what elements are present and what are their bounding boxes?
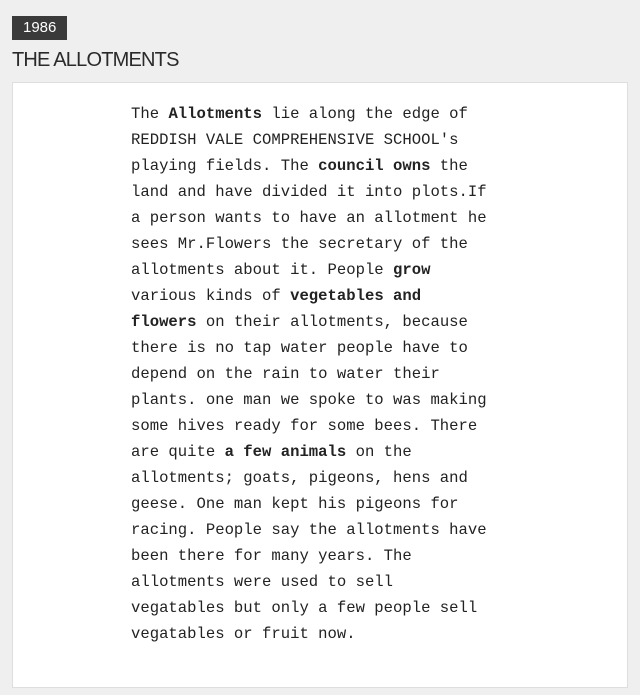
- text-segment: geese. One man kept his pigeons for: [131, 495, 459, 513]
- text-segment: there is no tap water people have to: [131, 339, 468, 357]
- text-segment: allotments; goats, pigeons, hens and: [131, 469, 468, 487]
- text-segment: plants. one man we spoke to was making: [131, 391, 487, 409]
- article-line: [131, 621, 531, 647]
- article-line: [131, 257, 531, 283]
- article-line: [131, 153, 531, 179]
- text-segment: been there for many years. The: [131, 547, 412, 565]
- text-segment: vegatables or fruit now.: [131, 625, 356, 643]
- article-body: [131, 101, 531, 647]
- article-line: [131, 517, 531, 543]
- text-segment: REDDISH VALE COMPREHENSIVE SCHOOL's: [131, 131, 459, 149]
- article-line: [131, 205, 531, 231]
- text-segment: allotments were used to sell: [131, 573, 394, 591]
- article-line: [131, 127, 531, 153]
- article-line: [131, 309, 531, 335]
- year-badge: 1986: [12, 16, 67, 40]
- text-segment: are quite: [131, 443, 225, 461]
- article-card: [12, 82, 628, 688]
- bold-phrase: flowers: [131, 313, 197, 331]
- text-segment: vegatables but only a few people sell: [131, 599, 478, 617]
- article-line: [131, 387, 531, 413]
- article-line: [131, 179, 531, 205]
- article-line: [131, 413, 531, 439]
- article-line: [131, 361, 531, 387]
- text-segment: sees Mr.Flowers the secretary of the: [131, 235, 468, 253]
- article-line: [131, 231, 531, 257]
- bold-phrase: Allotments: [168, 105, 263, 123]
- article-line: [131, 335, 531, 361]
- bold-phrase: vegetables and: [290, 287, 422, 305]
- bold-phrase: grow: [393, 261, 431, 279]
- text-segment: racing. People say the allotments have: [131, 521, 487, 539]
- article-line: [131, 595, 531, 621]
- article-line: [131, 569, 531, 595]
- text-segment: allotments about it. People: [131, 261, 394, 279]
- page-title: THE ALLOTMENTS: [12, 49, 179, 71]
- text-segment: a person wants to have an allotment he: [131, 209, 487, 227]
- text-segment: depend on the rain to water their: [131, 365, 440, 383]
- text-segment: various kinds of: [131, 287, 291, 305]
- article-line: [131, 439, 531, 465]
- bold-phrase: council owns: [318, 157, 431, 175]
- article-line: [131, 491, 531, 517]
- text-segment: the: [430, 157, 468, 175]
- text-segment: on the: [346, 443, 412, 461]
- article-line: [131, 543, 531, 569]
- text-segment: some hives ready for some bees. There: [131, 417, 478, 435]
- text-segment: The: [131, 105, 169, 123]
- text-segment: lie along the edge of: [262, 105, 468, 123]
- text-segment: land and have divided it into plots.If: [131, 183, 487, 201]
- article-line: [131, 101, 531, 127]
- bold-phrase: a few animals: [224, 443, 347, 461]
- article-line: [131, 283, 531, 309]
- article-line: [131, 465, 531, 491]
- text-segment: playing fields. The: [131, 157, 319, 175]
- text-segment: on their allotments, because: [196, 313, 468, 331]
